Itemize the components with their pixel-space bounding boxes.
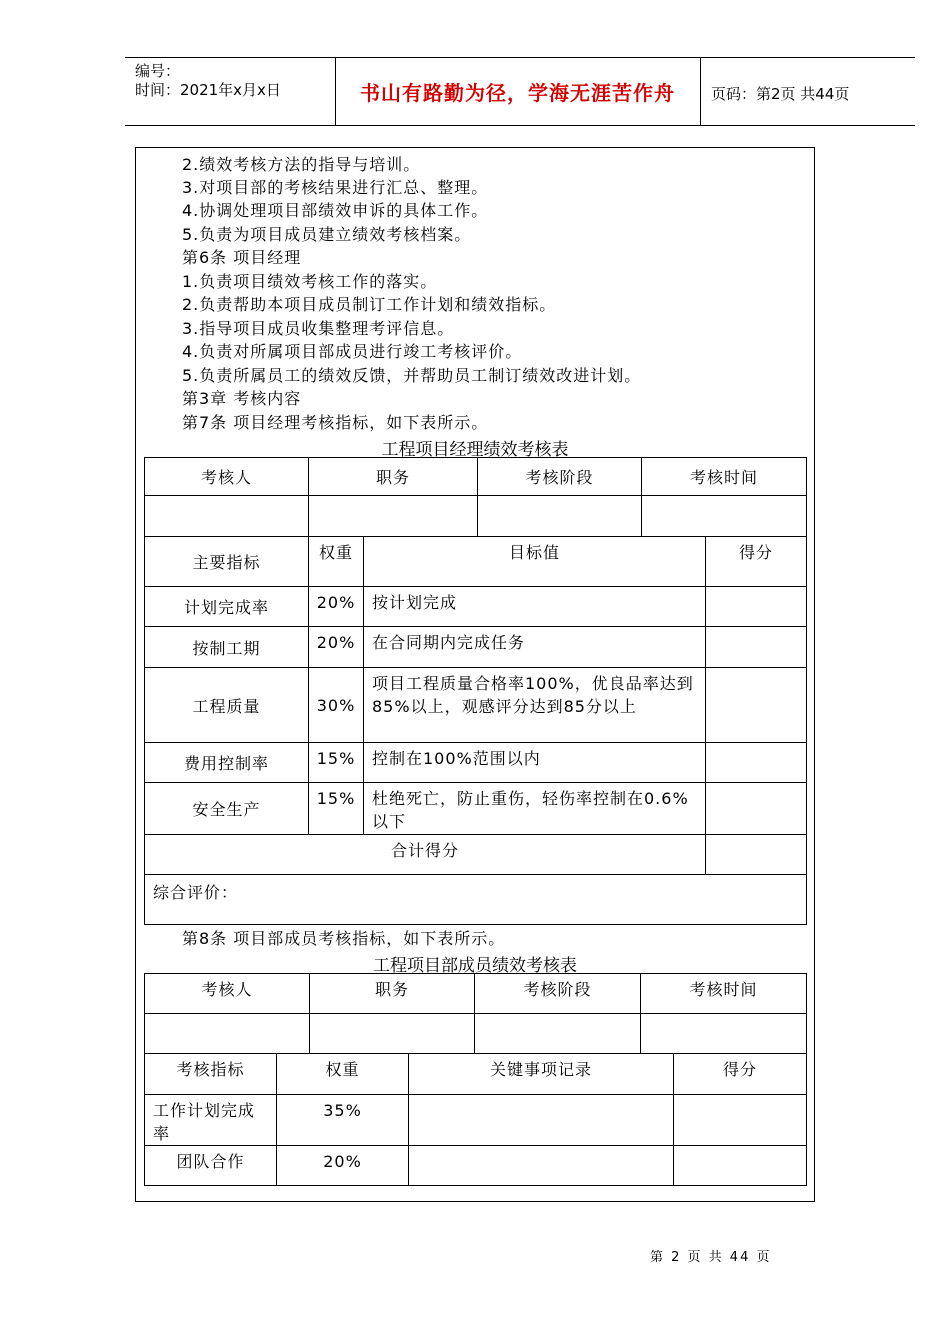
body-line: 1.负责项目绩效考核工作的落实。 bbox=[182, 272, 438, 291]
indicator-cell: 工作计划完成率 bbox=[145, 1095, 277, 1146]
table1-col-score: 得分 bbox=[706, 537, 807, 587]
target-cell: 在合同期内完成任务 bbox=[364, 627, 706, 668]
indicator-cell: 按制工期 bbox=[145, 627, 309, 668]
table2-col-indicator: 考核指标 bbox=[145, 1054, 277, 1095]
weight-cell: 20% bbox=[309, 627, 364, 668]
table2-title: 工程项目部成员绩效考核表 bbox=[373, 956, 577, 976]
body-line: 4.协调处理项目部绩效申诉的具体工作。 bbox=[182, 201, 489, 220]
table2-head-position: 职务 bbox=[310, 974, 475, 1014]
article-heading: 第6条 项目经理 bbox=[182, 248, 302, 267]
table-row bbox=[145, 587, 807, 627]
article-heading: 第8条 项目部成员考核指标，如下表所示。 bbox=[182, 929, 506, 948]
table2-col-score: 得分 bbox=[674, 1054, 807, 1095]
weight-cell: 15% bbox=[309, 743, 364, 783]
body-line: 5.负责所属员工的绩效反馈，并帮助员工制订绩效改进计划。 bbox=[182, 366, 642, 385]
table1-col-weight: 权重 bbox=[309, 537, 364, 587]
record-cell bbox=[409, 1146, 674, 1186]
body-line: 5.负责为项目成员建立绩效考核档案。 bbox=[182, 225, 472, 244]
header-divider bbox=[700, 57, 701, 126]
table-row bbox=[145, 668, 807, 743]
indicator-cell: 计划完成率 bbox=[145, 587, 309, 627]
body-line: 2.绩效考核方法的指导与培训。 bbox=[182, 155, 421, 174]
table2-col-weight: 权重 bbox=[277, 1054, 409, 1095]
weight-cell: 15% bbox=[309, 783, 364, 835]
table2-head-table bbox=[144, 973, 807, 1054]
table1-body-table bbox=[144, 536, 807, 925]
table1-total-value bbox=[706, 835, 807, 875]
doc-time-label: 时间：2021年x月x日 bbox=[135, 81, 281, 99]
table-row bbox=[145, 783, 807, 835]
header-motto: 书山有路勤为径，学海无涯苦作舟 bbox=[360, 81, 675, 105]
table1-position-value bbox=[309, 496, 478, 537]
score-cell bbox=[706, 587, 807, 627]
table2-time-value bbox=[641, 1014, 807, 1054]
table2-head-assessor: 考核人 bbox=[145, 974, 310, 1014]
table1-assessor-value bbox=[145, 496, 309, 537]
record-cell bbox=[409, 1095, 674, 1146]
table2-head-stage: 考核阶段 bbox=[475, 974, 641, 1014]
table1-head-table bbox=[144, 457, 807, 537]
header-page-label: 页码：第2页 共44页 bbox=[711, 85, 850, 103]
body-line: 2.负责帮助本项目成员制订工作计划和绩效指标。 bbox=[182, 295, 557, 314]
score-cell bbox=[674, 1095, 807, 1146]
score-cell bbox=[706, 668, 807, 743]
table2-stage-value bbox=[475, 1014, 641, 1054]
target-cell: 控制在100%范围以内 bbox=[364, 743, 706, 783]
table2-body-table bbox=[144, 1053, 807, 1186]
chapter-heading: 第3章 考核内容 bbox=[182, 389, 302, 408]
table1-comment-label: 综合评价： bbox=[145, 875, 807, 925]
indicator-cell: 工程质量 bbox=[145, 668, 309, 743]
weight-cell: 20% bbox=[309, 587, 364, 627]
body-line: 4.负责对所属项目部成员进行竣工考核评价。 bbox=[182, 342, 523, 361]
indicator-cell: 费用控制率 bbox=[145, 743, 309, 783]
table1-total-label: 合计得分 bbox=[145, 835, 706, 875]
score-cell bbox=[706, 743, 807, 783]
table2-col-record: 关键事项记录 bbox=[409, 1054, 674, 1095]
body-line: 3.对项目部的考核结果进行汇总、整理。 bbox=[182, 178, 489, 197]
table1-head-stage: 考核阶段 bbox=[478, 458, 642, 496]
doc-number-label: 编号： bbox=[135, 62, 181, 80]
header-divider bbox=[335, 57, 336, 126]
table1-head-time: 考核时间 bbox=[642, 458, 807, 496]
target-cell: 项目工程质量合格率100%，优良品率达到85%以上，观感评分达到85分以上 bbox=[364, 668, 706, 743]
score-cell bbox=[706, 783, 807, 835]
table-row bbox=[145, 743, 807, 783]
weight-cell: 35% bbox=[277, 1095, 409, 1146]
table-row bbox=[145, 627, 807, 668]
score-cell bbox=[674, 1146, 807, 1186]
header-top-rule bbox=[125, 57, 915, 58]
weight-cell: 20% bbox=[277, 1146, 409, 1186]
score-cell bbox=[706, 627, 807, 668]
body-line: 3.指导项目成员收集整理考评信息。 bbox=[182, 319, 455, 338]
indicator-cell: 团队合作 bbox=[145, 1146, 277, 1186]
table1-time-value bbox=[642, 496, 807, 537]
table1-col-target: 目标值 bbox=[364, 537, 706, 587]
table2-assessor-value bbox=[145, 1014, 310, 1054]
table1-title: 工程项目经理绩效考核表 bbox=[381, 440, 569, 460]
header-bottom-rule bbox=[125, 125, 915, 126]
target-cell: 杜绝死亡，防止重伤，轻伤率控制在0.6%以下 bbox=[364, 783, 706, 835]
table2-position-value bbox=[310, 1014, 475, 1054]
table-row bbox=[145, 1146, 807, 1186]
table2-head-time: 考核时间 bbox=[641, 974, 807, 1014]
table1-col-indicator: 主要指标 bbox=[145, 537, 309, 587]
indicator-cell: 安全生产 bbox=[145, 783, 309, 835]
target-cell: 按计划完成 bbox=[364, 587, 706, 627]
table1-stage-value bbox=[478, 496, 642, 537]
article-heading: 第7条 项目经理考核指标，如下表所示。 bbox=[182, 413, 489, 432]
weight-cell: 30% bbox=[309, 668, 364, 743]
page-footer: 第 2 页 共 44 页 bbox=[650, 1250, 772, 1265]
table-row bbox=[145, 1095, 807, 1146]
table1-head-position: 职务 bbox=[309, 458, 478, 496]
table1-head-assessor: 考核人 bbox=[145, 458, 309, 496]
